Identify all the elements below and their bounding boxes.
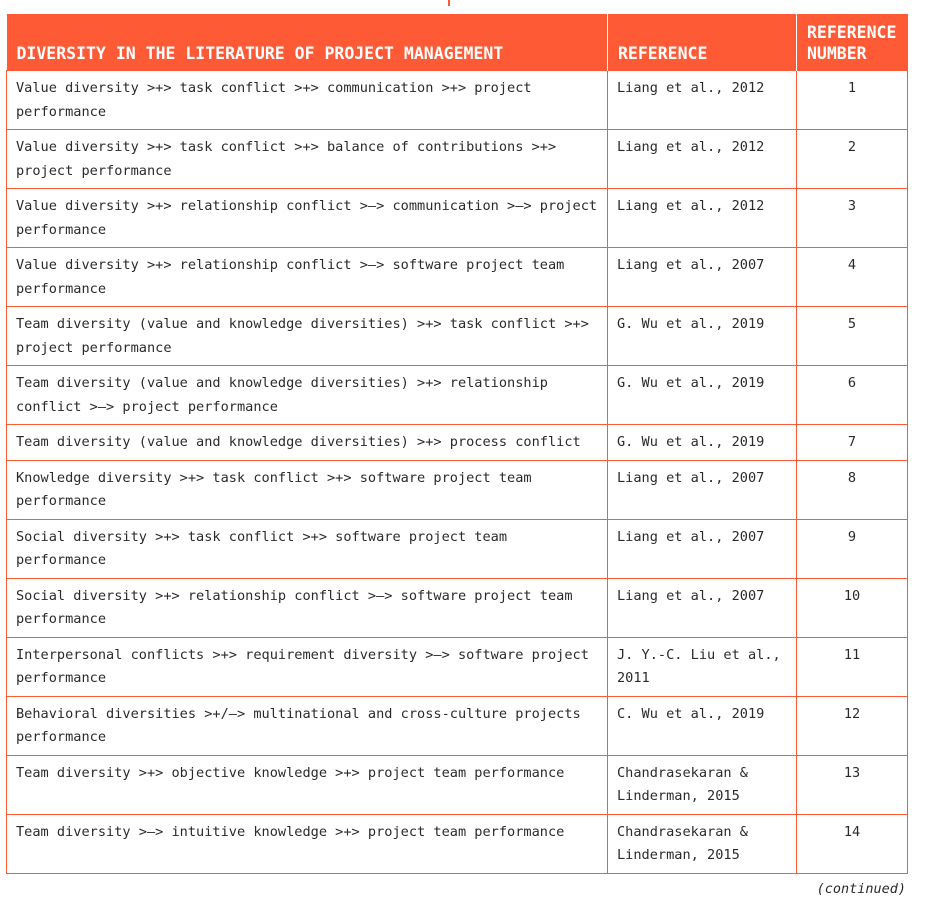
table-row	[7, 425, 908, 461]
table-row	[7, 71, 908, 130]
table-row	[7, 366, 908, 425]
diversity-cell: Social diversity >+> task conflict >+> software project team performance	[7, 519, 608, 578]
diversity-cell: Interpersonal conflicts >+> requirement diversity >–> software project performance	[7, 637, 608, 696]
header-row	[7, 14, 908, 71]
table-row	[7, 578, 908, 637]
table-header	[7, 14, 908, 71]
reference-cell: Liang et al., 2007	[608, 519, 797, 578]
reference-cell: Liang et al., 2007	[608, 248, 797, 307]
table-row	[7, 307, 908, 366]
reference-number-cell: 5	[797, 307, 908, 366]
reference-number-cell: 12	[797, 696, 908, 755]
reference-number-cell: 7	[797, 425, 908, 461]
reference-cell: C. Wu et al., 2019	[608, 696, 797, 755]
diversity-cell: Team diversity (value and knowledge diversities) >+> relationship conflict >–> project performance	[7, 366, 608, 425]
reference-cell: G. Wu et al., 2019	[608, 307, 797, 366]
diversity-cell: Team diversity (value and knowledge diversities) >+> task conflict >+> project performance	[7, 307, 608, 366]
reference-cell: Chandrasekaran & Linderman, 2015	[608, 814, 797, 873]
reference-number-cell: 6	[797, 366, 908, 425]
continued-note: (continued)	[816, 881, 906, 897]
table-row	[7, 696, 908, 755]
reference-number-cell: 11	[797, 637, 908, 696]
reference-cell: Liang et al., 2007	[608, 460, 797, 519]
table-row	[7, 248, 908, 307]
reference-number-cell: 8	[797, 460, 908, 519]
reference-cell: Liang et al., 2012	[608, 189, 797, 248]
header-reference: REFERENCE	[608, 14, 797, 71]
table-row	[7, 519, 908, 578]
reference-cell: Chandrasekaran & Linderman, 2015	[608, 755, 797, 814]
table-row	[7, 130, 908, 189]
reference-number-cell: 1	[797, 71, 908, 130]
reference-number-cell: 3	[797, 189, 908, 248]
header-reference-number	[797, 14, 908, 71]
reference-number-cell: 10	[797, 578, 908, 637]
table-row	[7, 814, 908, 873]
reference-number-cell: 14	[797, 814, 908, 873]
reference-cell: G. Wu et al., 2019	[608, 425, 797, 461]
diversity-cell: Value diversity >+> relationship conflict >–> software project team performance	[7, 248, 608, 307]
table-row	[7, 637, 908, 696]
diversity-cell: Team diversity >+> objective knowledge >+> project team performance	[7, 755, 608, 814]
reference-cell: Liang et al., 2012	[608, 71, 797, 130]
diversity-cell: Team diversity (value and knowledge diversities) >+> process conflict	[7, 425, 608, 461]
literature-table	[6, 14, 908, 874]
diversity-cell: Value diversity >+> relationship conflict >–> communication >–> project performance	[7, 189, 608, 248]
diversity-cell: Social diversity >+> relationship conflict >–> software project team performance	[7, 578, 608, 637]
header-diversity: DIVERSITY IN THE LITERATURE OF PROJECT MANAGEMENT	[7, 14, 608, 71]
reference-number-cell: 4	[797, 248, 908, 307]
table-body	[7, 71, 908, 874]
reference-cell: Liang et al., 2007	[608, 578, 797, 637]
reference-number-cell: 13	[797, 755, 908, 814]
header-reference-number-line1: REFERENCE	[807, 23, 897, 42]
reference-number-cell: 2	[797, 130, 908, 189]
table-row	[7, 460, 908, 519]
diversity-cell: Behavioral diversities >+/–> multinational and cross-culture projects performance	[7, 696, 608, 755]
table-row	[7, 755, 908, 814]
diversity-cell: Knowledge diversity >+> task conflict >+> software project team performance	[7, 460, 608, 519]
reference-cell: G. Wu et al., 2019	[608, 366, 797, 425]
reference-cell: Liang et al., 2012	[608, 130, 797, 189]
reference-cell: J. Y.-C. Liu et al., 2011	[608, 637, 797, 696]
table-row	[7, 189, 908, 248]
diversity-cell: Team diversity >–> intuitive knowledge >+> project team performance	[7, 814, 608, 873]
reference-number-cell: 9	[797, 519, 908, 578]
diversity-cell: Value diversity >+> task conflict >+> balance of contributions >+> project performance	[7, 130, 608, 189]
top-tick-mark	[448, 0, 450, 6]
header-reference-number-line2: NUMBER	[807, 44, 867, 63]
diversity-cell: Value diversity >+> task conflict >+> communication >+> project performance	[7, 71, 608, 130]
